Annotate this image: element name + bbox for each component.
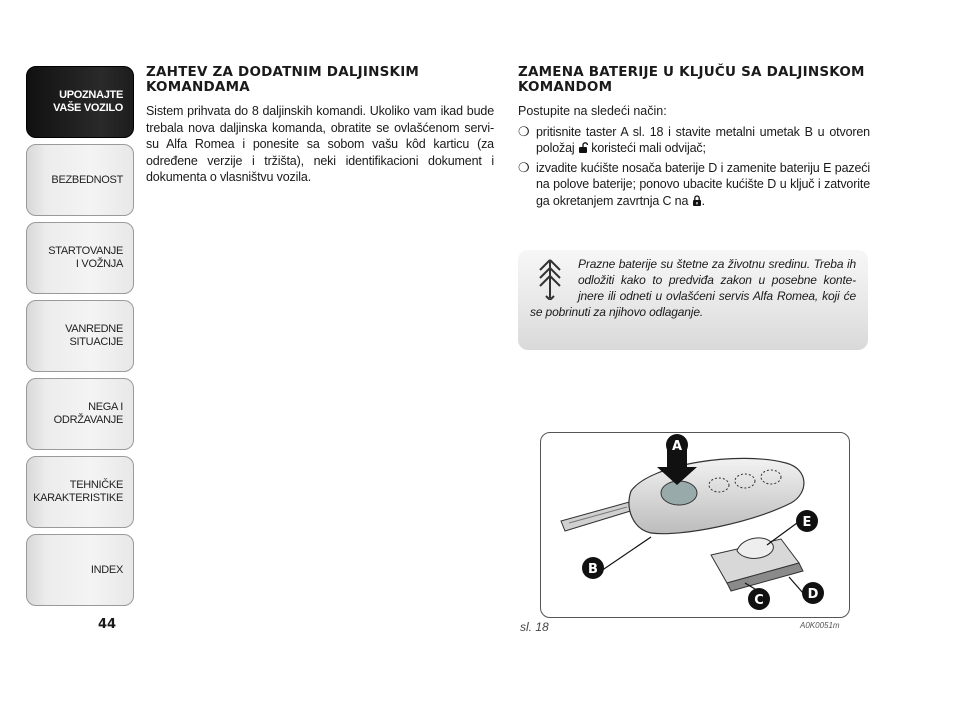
- environment-note: [518, 250, 868, 350]
- tab-label: BEZBEDNOST: [51, 173, 123, 186]
- list-item-text-part: .: [701, 193, 705, 208]
- section-body: Sistem prihvata do 8 daljinskih komandi. Ukoliko vam ikad bude trebala nova daljinska komanda, obratite se ovlašćenom servi-su Alfa Romea i ponesite sa sobom vašu kôd karticu (za određene verzije i tržišta), neki identifikacioni dokument i dokumenta o vlasništvu vozila.: [146, 104, 494, 184]
- list-item-text-part: pritisnite taster A sl. 18 i stavite metalni umetak B u otvoren položaj: [536, 124, 870, 155]
- label-b: B: [588, 562, 598, 577]
- instructions-intro: Postupite na sledeći način:: [518, 104, 667, 118]
- tab-label: NEGA I ODRŽAVANJE: [53, 401, 123, 426]
- tab-bezbednost[interactable]: [26, 144, 134, 216]
- label-c: C: [754, 593, 764, 608]
- right-column: [518, 65, 870, 209]
- tab-nega-i-odrzavanje[interactable]: [26, 378, 134, 450]
- tab-label: INDEX: [90, 563, 123, 576]
- note-text: Prazne baterije su štetne za životnu sredinu. Treba ih odložiti kako to predviđa zakon u posebne konte-jnere ili odneti u ovlašćeni servis Alfa Romea, koji će se pobrinuti za njihovo odlaganje.: [530, 257, 856, 319]
- tab-label: VANREDNE SITUACIJE: [65, 323, 123, 348]
- list-item-text-part: izvadite kućište nosača baterije D i zamenite bateriju E pazeći na polove baterije; ponovo ubacite kućište D u ključ i zatvorite ga okretanjem zavrtnja C na: [536, 160, 870, 208]
- list-item: [518, 160, 870, 210]
- recycle-tree-icon: [534, 256, 566, 300]
- list-item: [518, 124, 870, 157]
- bullet-icon: ❍: [518, 159, 530, 175]
- tab-tehnicke-karakteristike[interactable]: [26, 456, 134, 528]
- list-item-text-part: koristeći mali odvijač;: [591, 141, 706, 155]
- bullet-icon: ❍: [518, 123, 530, 139]
- unlock-icon: [578, 142, 588, 153]
- list-item-text: [536, 124, 870, 157]
- key-illustration: [540, 432, 850, 618]
- label-e: E: [802, 515, 812, 530]
- section-heading: ZAMENA BATERIJE U KLJUČU SA DALJINSKOM KOMANDOM: [518, 64, 865, 95]
- key-drawing: [541, 433, 849, 617]
- page-number: 44: [98, 617, 117, 632]
- tab-label: UPOZNAJTE VAŠE VOZILO: [53, 89, 123, 114]
- tab-index[interactable]: [26, 534, 134, 606]
- left-column: [146, 65, 494, 186]
- figure-code: A0K0051m: [800, 621, 840, 630]
- label-d: D: [807, 587, 819, 602]
- lock-icon: [692, 195, 702, 206]
- tab-vanredne-situacije[interactable]: [26, 300, 134, 372]
- label-a: A: [671, 439, 683, 454]
- tab-label: STARTOVANJE I VOŽNJA: [48, 245, 123, 270]
- list-item-text: [536, 160, 870, 210]
- figure-caption: sl. 18: [520, 620, 549, 634]
- tab-startovanje-i-voznja[interactable]: [26, 222, 134, 294]
- tab-upoznajte-vase-vozilo[interactable]: [26, 66, 134, 138]
- section-heading: ZAHTEV ZA DODATNIM DALJINSKIM KOMANDAMA: [146, 64, 420, 95]
- tab-label: TEHNIČKE KARAKTERISTIKE: [33, 479, 123, 504]
